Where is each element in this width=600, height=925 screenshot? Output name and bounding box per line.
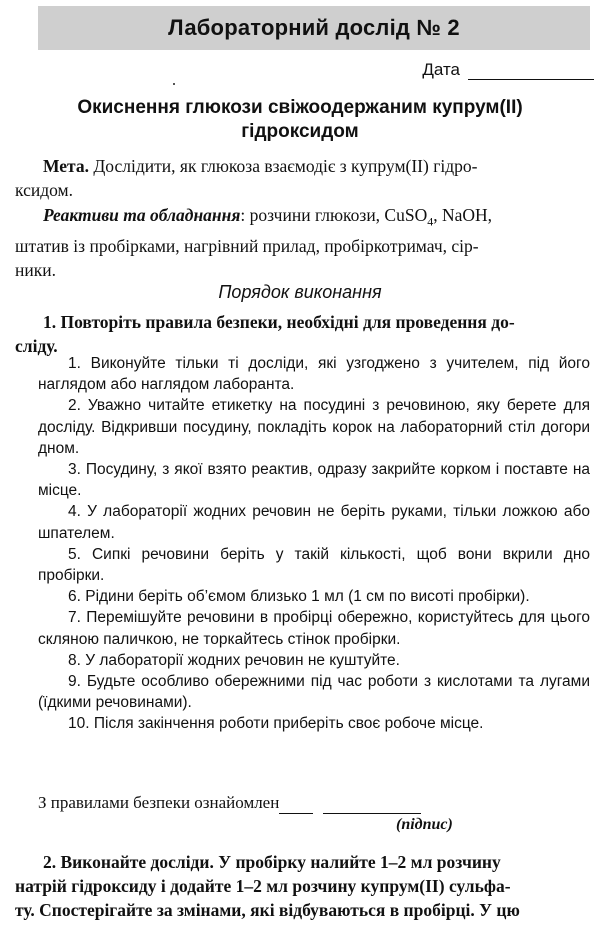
work-title <box>0 96 600 144</box>
step-2 <box>15 850 590 922</box>
step-2-line-2: натрій гідроксиду і додайте 1–2 мл розчину купрум(II) сульфа- <box>15 876 511 896</box>
step-1-line-2: сліду. <box>15 336 58 356</box>
goal-text: Дослідити, як глюкоза взаємодіє з купрум(II) гідро- <box>93 156 478 176</box>
reagents-text-b: , NaOH, <box>433 205 493 225</box>
reagents-paragraph <box>15 203 590 282</box>
safety-rule: 3. Посудину, з якої взято реактив, одразу закрийте корком і поставте на місце. <box>38 461 590 500</box>
date-blank-line[interactable] <box>468 63 594 80</box>
step-2-line-3: ту. Спостерігайте за змінами, які відбуваються в пробірці. У цю <box>15 900 520 920</box>
safety-rule: 2. Уважно читайте етикетку на посудині з речовиною, яку берете для досліду. Відкривши посудину, покладіть корок на лабораторний стіл догори дном. <box>38 397 590 457</box>
reagents-text-a: : розчини глюкози, CuSO <box>240 205 428 225</box>
work-title-line-2: гідроксидом <box>241 121 359 142</box>
reagents-line-3: ники. <box>15 259 56 280</box>
safety-rule: 9. Будьте особливо обережними під час роботи з кислотами та лугами (їдкими речовинами). <box>38 673 590 712</box>
goal-label: Мета. <box>43 156 89 176</box>
safety-rule: 1. Виконуйте тільки ті досліди, які узгоджено з учителем, під його наглядом або наглядом лаборанта. <box>38 355 590 394</box>
step-1-line-1: 1. Повторіть правила безпеки, необхідні для проведення до- <box>43 312 515 332</box>
lab-title-banner <box>38 6 590 50</box>
procedure-heading: Порядок виконання <box>218 282 382 302</box>
safety-rule: 4. У лабораторії жодних речовин не беріть руками, тільки ложкою або шпателем. <box>38 503 590 542</box>
safety-rule: 8. У лабораторії жодних речовин не куштуйте. <box>68 651 400 669</box>
lab-title: Лабораторний дослід № 2 <box>168 15 460 40</box>
reagents-subscript: 4 <box>427 214 434 229</box>
reagents-label: Реактиви та обладнання <box>43 205 241 225</box>
goal-text-2: ксидом. <box>15 180 73 200</box>
date-field[interactable] <box>422 60 594 80</box>
work-title-line-1: Окиснення глюкози свіжоодержаним купрум(II) <box>77 97 523 118</box>
signature-blank[interactable] <box>323 799 421 814</box>
step-1 <box>15 310 590 358</box>
step-2-line-1: 2. Виконайте досліди. У пробірку налийте 1–2 мл розчину <box>43 852 501 872</box>
reagents-line-2: штатив із пробірками, нагрівний прилад, пробіркотримач, сір- <box>15 235 479 256</box>
ending-blank[interactable] <box>279 799 313 814</box>
safety-rule: 5. Сипкі речовини беріть у такій кількості, щоб вони вкрили дно пробірки. <box>38 545 590 585</box>
safety-rule: 10. Після закінчення роботи приберіть своє робоче місце. <box>68 715 484 733</box>
acknowledgement-text: З правилами безпеки ознайомлен <box>38 793 280 812</box>
safety-rule: 6. Рідини беріть об’ємом близько 1 мл (1 см по висоті пробірки). <box>68 588 530 606</box>
safety-rule: 7. Перемішуйте речовини в пробірці обережно, користуйтесь для цього скляною паличкою, не торкайтесь стінок пробірки. <box>38 609 590 648</box>
safety-acknowledgement <box>38 792 421 814</box>
goal-paragraph <box>15 154 590 202</box>
signature-label: (підпис) <box>396 816 453 833</box>
date-label: Дата <box>422 60 460 79</box>
safety-rules-list <box>38 353 590 735</box>
print-speck <box>173 83 175 85</box>
